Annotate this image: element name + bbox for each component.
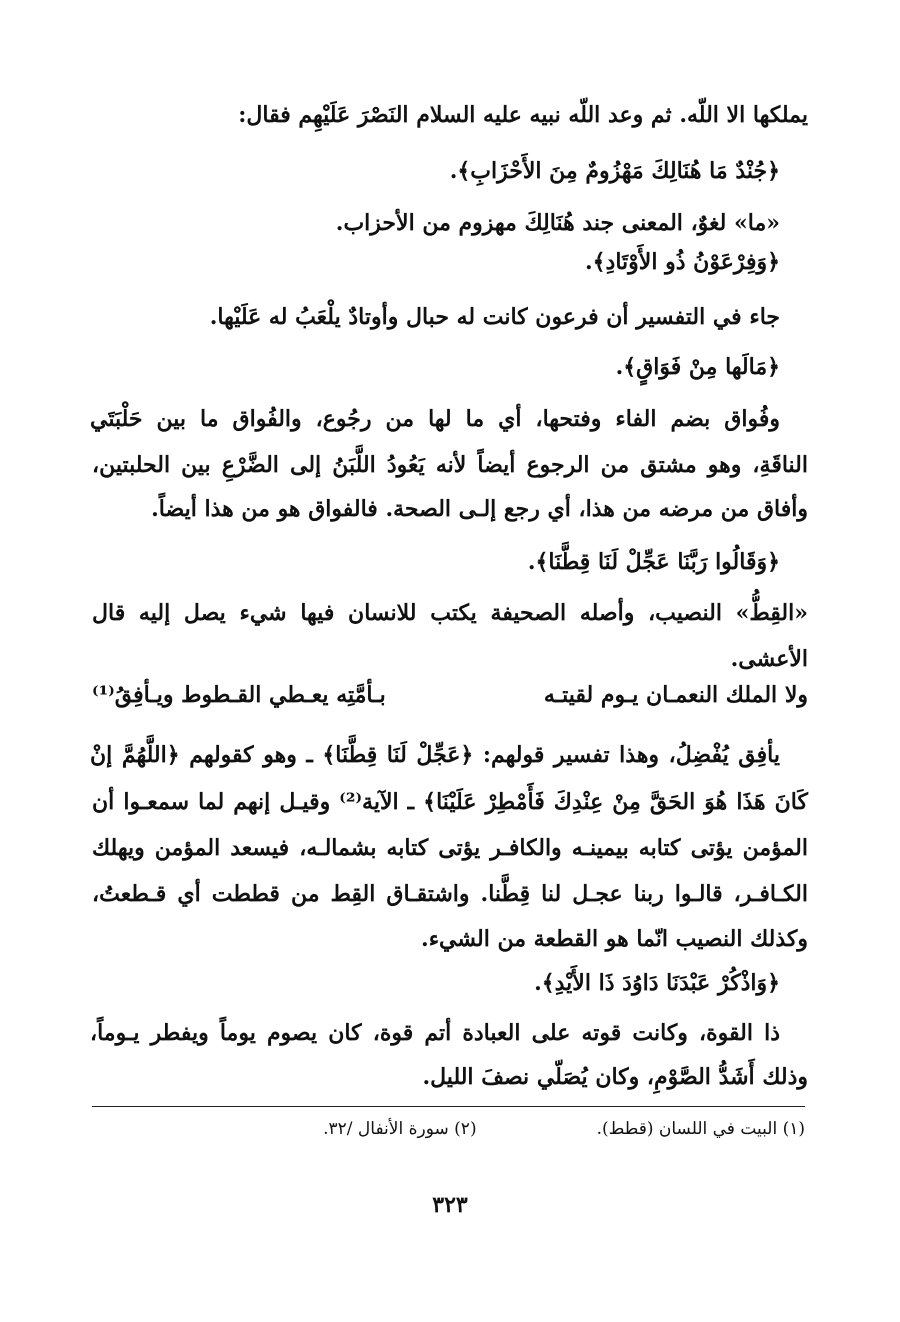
page-number: ٣٢٣ xyxy=(432,1192,468,1218)
text-line-10: كَانَ هَذَا هُوَ الحَقَّ مِنْ عِنْدِكَ فَأَمْطِرْ عَلَيْنَا﴾ ـ الآية⁽²⁾ وقيـل إنهم لما سمعـوا أن xyxy=(92,789,808,815)
text-line-11: المؤمن يؤتى كتابه بيمينـه والكافـر يؤتى كتابه بشمالـه، فيسعد المؤمن ويهلك xyxy=(92,835,808,861)
poem-verse xyxy=(92,678,808,712)
text-line-9: يأفِق يُفْضِلُ، وهذا تفسير قولهم: ﴿عَجِّلْ لَنَا قِطَّنَا﴾ ـ وهو كقولهم ﴿اللَّهُمَّ إنْ xyxy=(90,742,780,768)
quran-verse-2: ﴿وَفِرْعَوْنُ ذُو الأَوْتَادِ﴾. xyxy=(584,249,780,275)
footnote-divider xyxy=(92,1106,805,1107)
text-line-3: جاء في التفسير أن فرعون كانت له حبال وأوتادٌ يلْعَبُ له عَلَيْها. xyxy=(209,304,780,330)
footnote-1: (١) البيت في اللسان (قطط). xyxy=(596,1119,805,1139)
footnotes xyxy=(95,1116,805,1142)
text-line-13: وكذلك النصيب انّما هو القطعة من الشيء. xyxy=(421,926,808,952)
text-line-1: يملكها الا اللّه. ثم وعد اللّه نبيه عليه السلام النَصْرَ عَلَيْهِم فقال: xyxy=(238,102,808,128)
text-line-4: وفُواق بضم الفاء وفتحها، أي ما لها من رجُوع، والفُواق ما بين حَلْبَتَي xyxy=(90,406,780,432)
text-line-2: «ما» لغوٌ، المعنى جند هُنَالِكَ مهزوم من الأحزاب. xyxy=(335,210,780,236)
poem-second-hemistich: بـأمَّتِه يعـطي القـطوط ويـأفِقُ⁽¹⁾ xyxy=(92,682,386,708)
poem-first-hemistich: ولا الملك النعمـان يـوم لقيتـه xyxy=(543,682,808,708)
quran-verse-1: ﴿جُنْدٌ مَا هُنَالِكَ مَهْزُومٌ مِنَ الأَحْزَابِ﴾. xyxy=(449,158,780,184)
quran-verse-3: ﴿مَالَها مِنْ فَوَاقٍ﴾. xyxy=(615,354,780,380)
text-line-6: وأفاق من مرضه من هذا، أي رجع إلـى الصحة. فالفواق هو من هذا أيضاً. xyxy=(151,496,808,522)
text-line-15: وذلك أَشَدُّ الصَّوْمِ، وكان يُصَلّي نصفَ الليل. xyxy=(422,1064,808,1090)
text-line-12: الكـافـر، قالـوا ربنا عجـل لنا قِطَّنا. واشتقـاق القِط من قططت أي قـطعتُ، xyxy=(92,881,808,907)
footnote-2: (٢) سورة الأنفال /٣٢. xyxy=(323,1119,477,1139)
quran-verse-5: ﴿وَاذْكُرْ عَبْدَنَا دَاوُدَ ذَا الأَيْدِ﴾. xyxy=(534,970,780,996)
text-line-5: الناقَةِ، وهو مشتق من الرجوع أيضاً لأنه يَعُودُ اللَّبَنُ إلى الضَّرْعِ بين الحلبتين، xyxy=(92,452,808,478)
quran-verse-4: ﴿وَقَالُوا رَبَّنَا عَجِّلْ لَنَا قِطَّنَا﴾. xyxy=(527,549,780,575)
text-line-7: «القِطُّ» النصيب، وأصله الصحيفة يكتب للانسان فيها شيء يصل إليه قال xyxy=(92,600,808,626)
text-line-14: ذا القوة، وكانت قوته على العبادة أتم قوة، كان يصوم يوماً ويفطر يـوماً، xyxy=(90,1020,780,1046)
text-line-8: الأعشى. xyxy=(730,646,808,672)
